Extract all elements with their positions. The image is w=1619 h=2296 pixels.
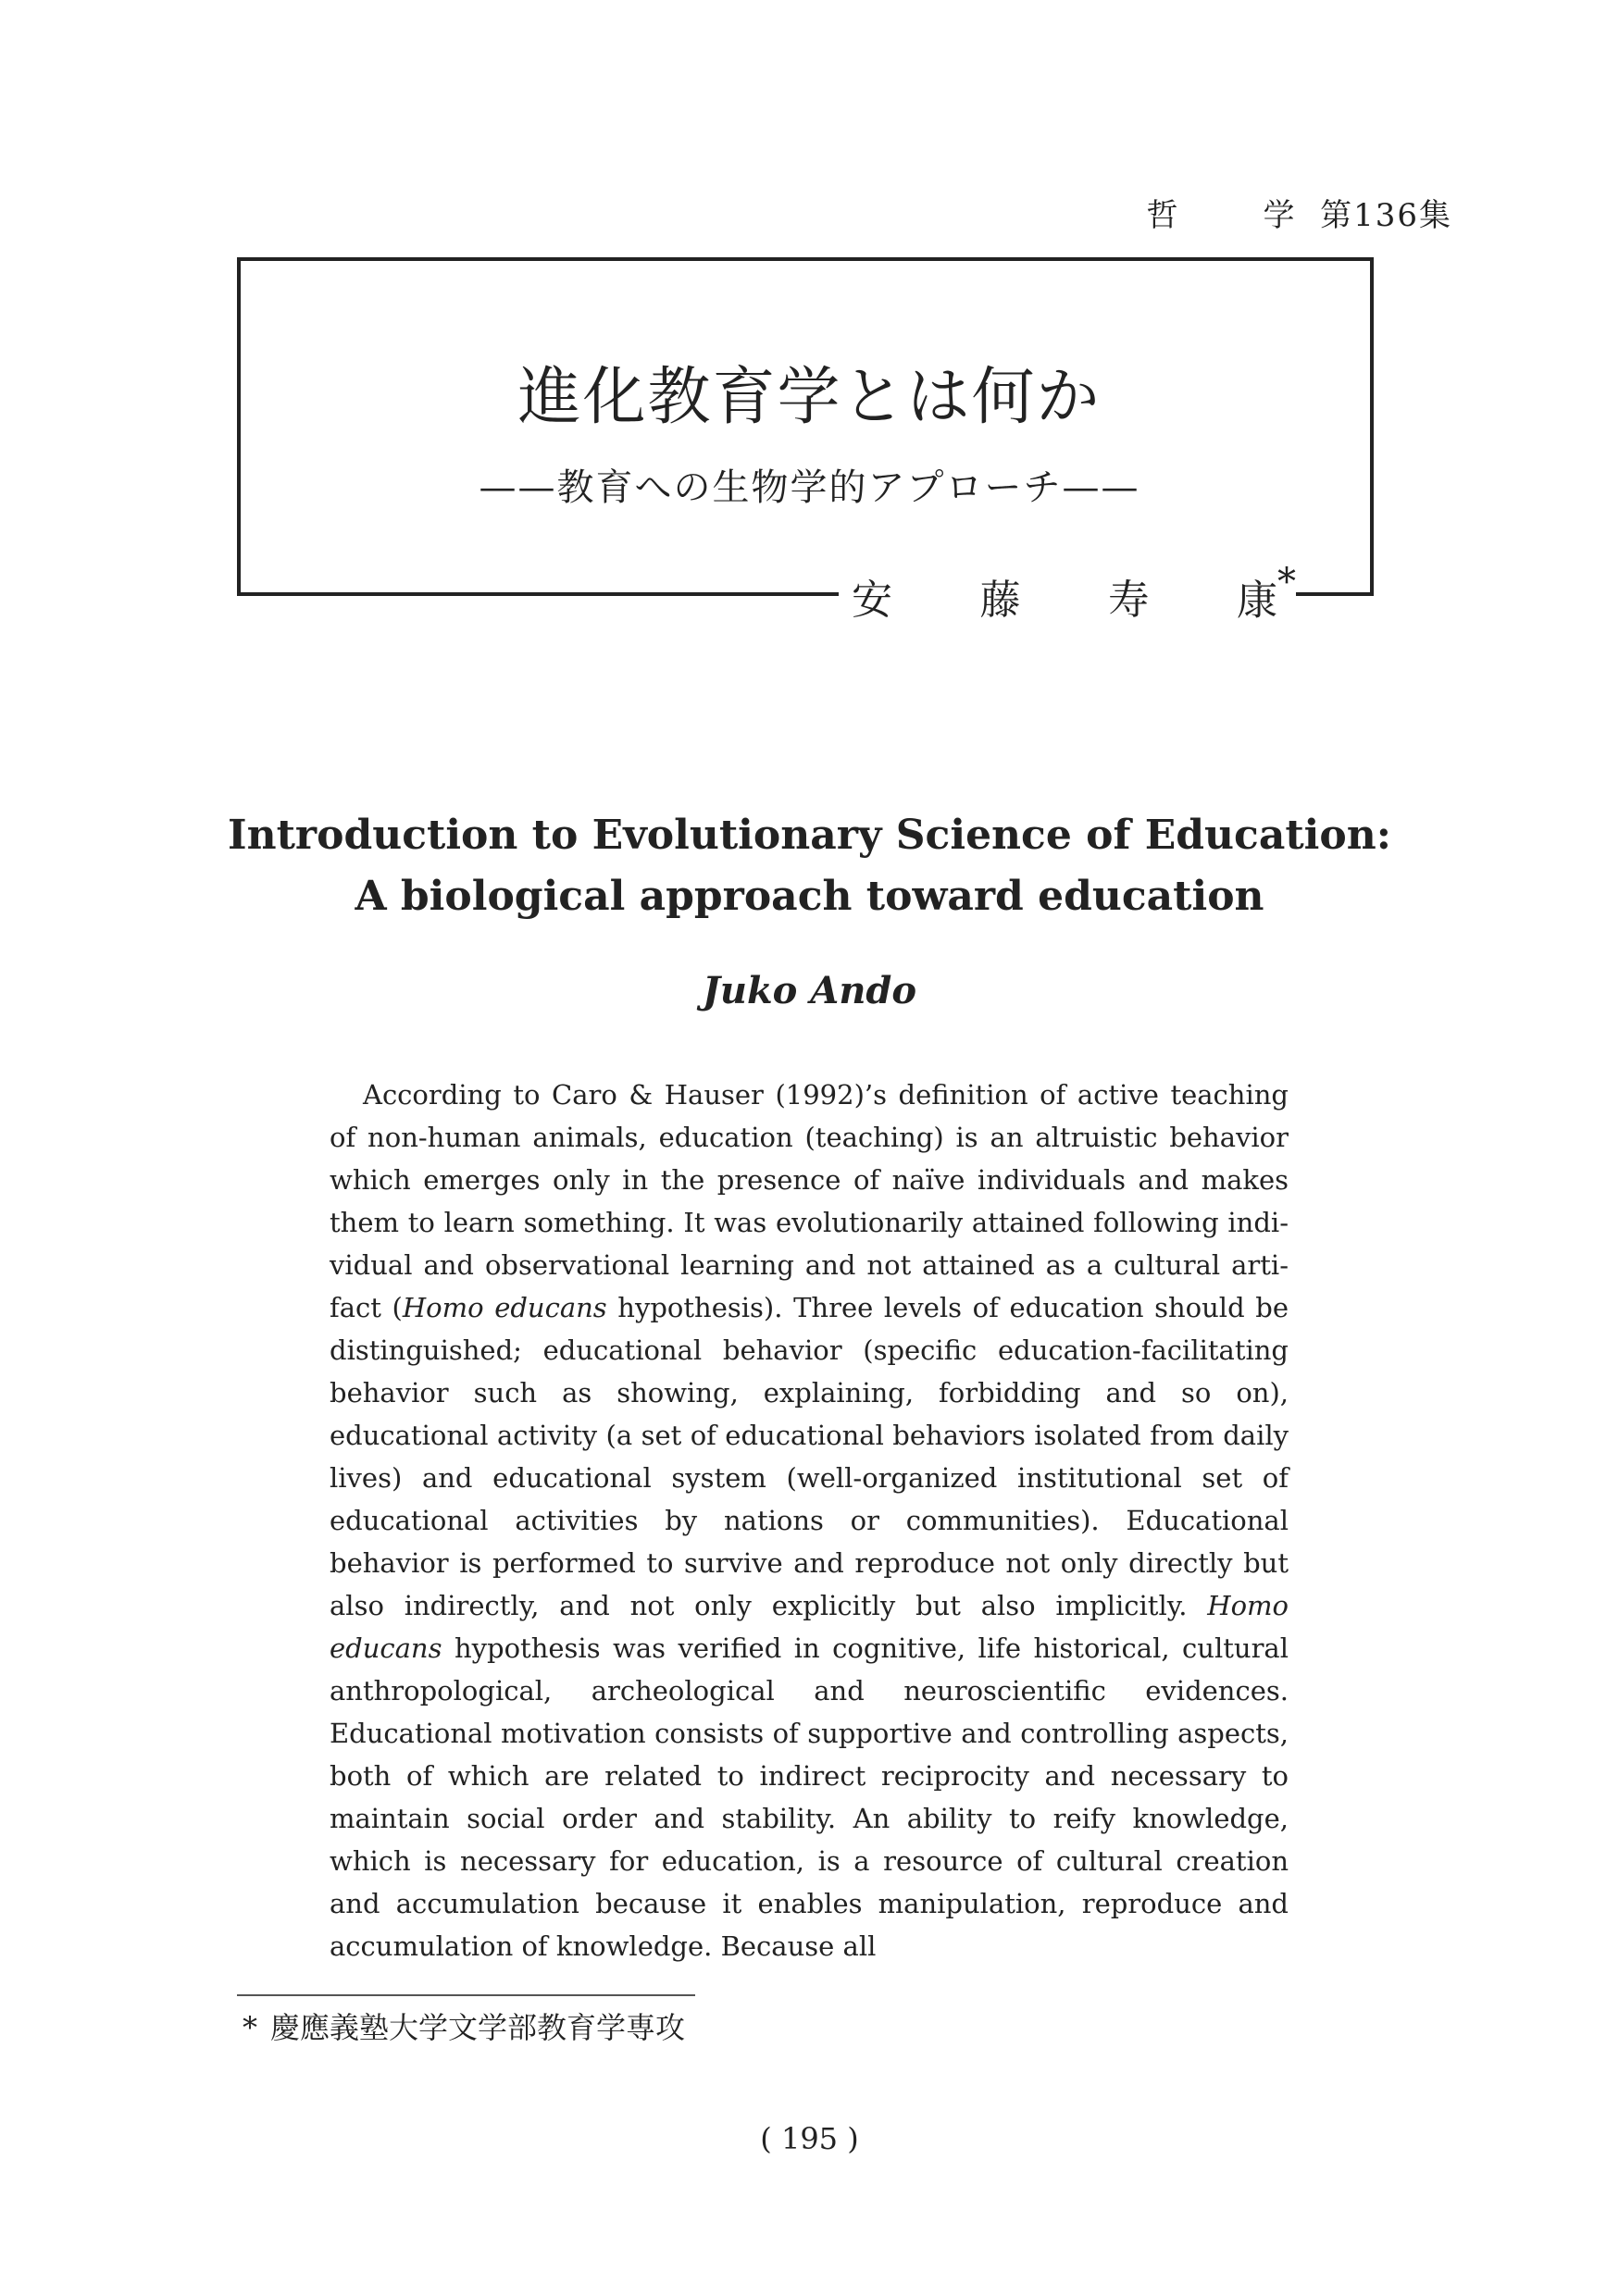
term-homo-educans: Homo educans	[402, 1292, 607, 1323]
author-char-2: 藤	[979, 577, 1021, 624]
english-title-line-1: Introduction to Evolutionary Science of Education:	[228, 812, 1391, 859]
affiliation-mark: *	[1277, 561, 1296, 603]
title-frame-bottom-left	[237, 592, 839, 596]
footnote	[243, 2004, 685, 2047]
english-title-line-2: A biological approach toward education	[355, 873, 1264, 920]
english-title	[0, 805, 1619, 927]
term-homo-educans: Homo educans	[330, 1590, 1289, 1664]
japanese-title: 進化教育学とは何か	[517, 361, 1102, 434]
japanese-subtitle: ——教育への生物学的アプローチ——	[479, 466, 1140, 509]
title-frame-bottom-right	[1296, 592, 1374, 596]
author-char-1: 安	[852, 577, 892, 624]
page-number: ( 195 )	[760, 2121, 859, 2156]
english-author: Juko Ando	[702, 969, 917, 1012]
running-head	[1146, 190, 1452, 235]
footnote-text: 慶應義塾大学文学部教育学専攻	[270, 2010, 686, 2045]
author-char-3: 寿	[1108, 577, 1150, 624]
journal-volume: 第136集	[1320, 197, 1452, 234]
footnote-rule	[237, 1994, 695, 1996]
footnote-mark: *	[243, 2010, 257, 2045]
journal-name-char-2: 学	[1263, 197, 1297, 234]
journal-name-char-1: 哲	[1146, 197, 1180, 234]
japanese-author	[852, 561, 1296, 627]
author-char-4: 康*	[1236, 561, 1296, 625]
abstract-paragraph: According to Caro & Hauser (1992)’s definition of active teaching of non-human animals, education (teaching) is an altruistic behavior which emerges only in the presence of naïve individuals and makes them to learn something. It was evolutionarily attained following individual and observational learning and not attained as a cultural artifact (Homo educans hypothesis). Three levels of education should be distinguished; educational behavior (specific education-facilitating behavior such as showing, explaining, forbidding and so on), educational activity (a set of educational behaviors isolated from daily lives) and educational system (well-organized institutional set of educational activities by nations or communities). Educational behavior is performed to survive and reproduce not only directly but also indirectly, and not only explicitly but also implicitly. Homo educans hypothesis was verified in cognitive, life historical, cultural anthropological, archeological and neuroscientific evidences. Educational motivation consists of supportive and controlling aspects, both of which are related to indirect reciprocity and necessary to maintain social order and stability. An ability to reify knowledge, which is necessary for education, is a resource of cultural creation and accumulation because it enables manipulation, reproduce and accumulation of knowledge. Because all	[330, 1079, 1289, 1962]
